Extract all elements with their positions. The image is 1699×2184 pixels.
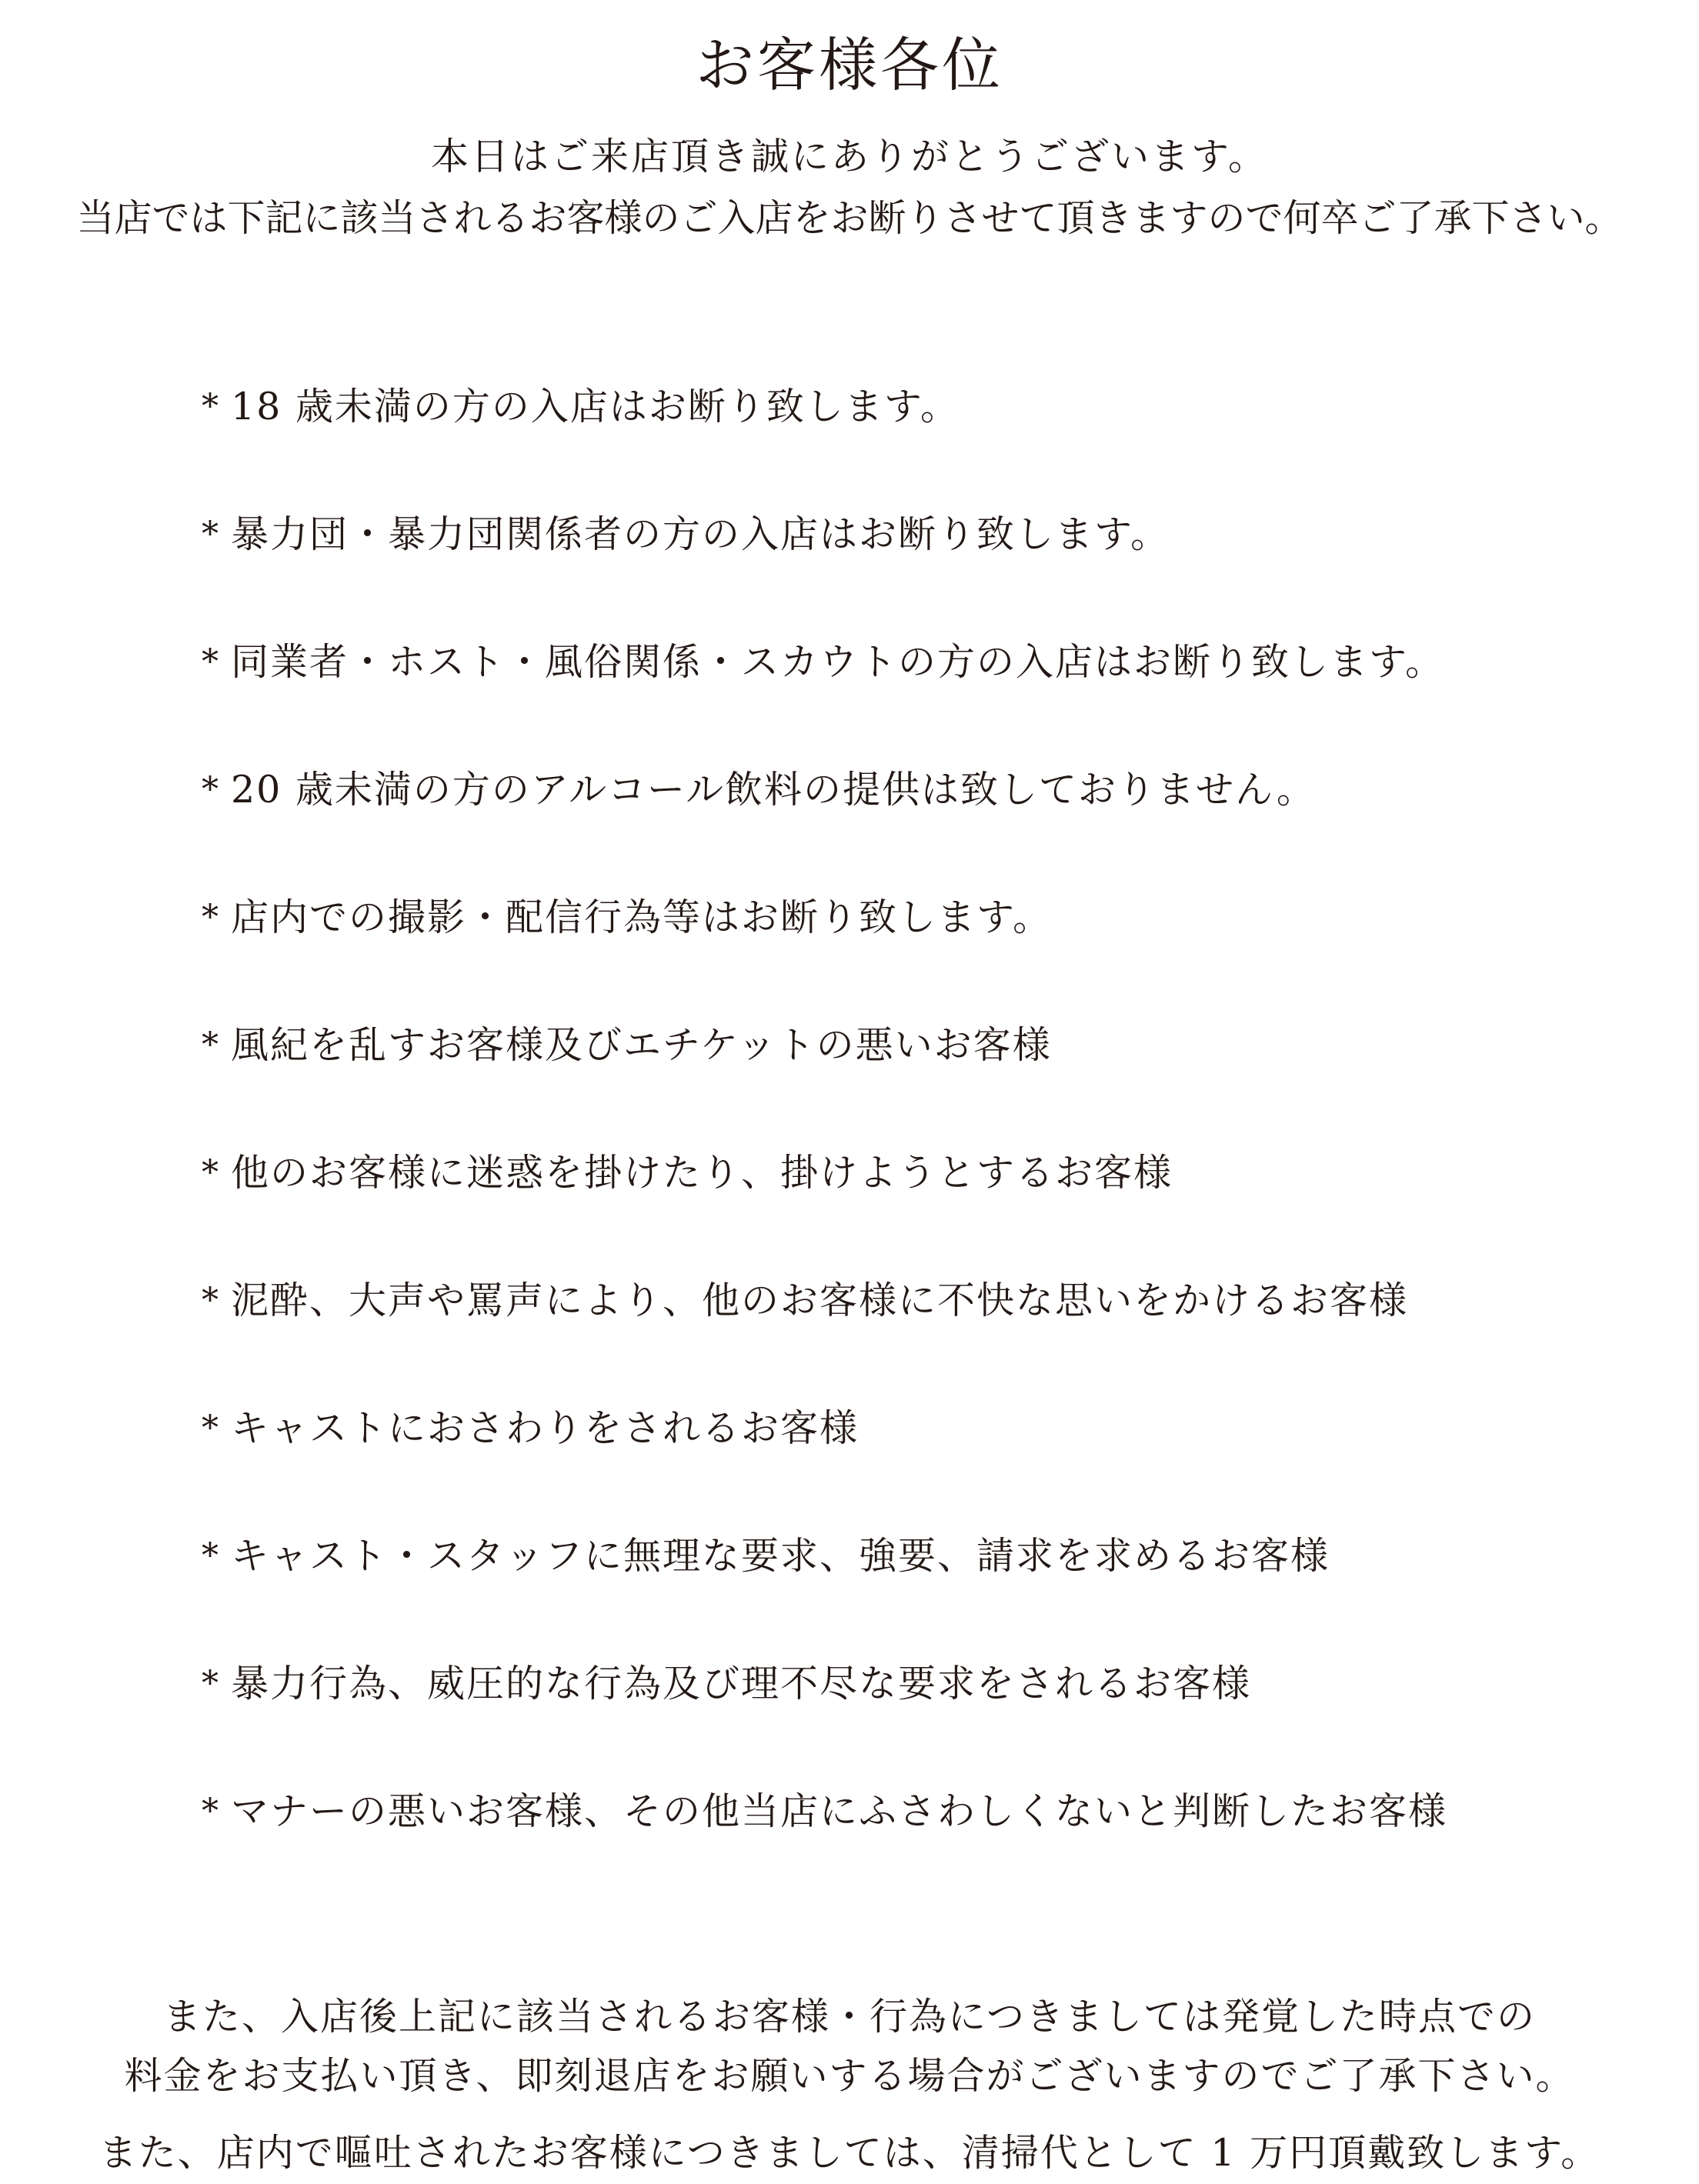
rule-item-6	[202, 1019, 1447, 1146]
rules-list	[202, 380, 1447, 1912]
rule-text: キャスト・スタッフに無理な要求、強要、請求を求めるお客様	[231, 1534, 1330, 1578]
rule-text: 暴力行為、威圧的な行為及び理不尽な要求をされるお客様	[231, 1662, 1252, 1706]
bullet-asterisk: *	[202, 1025, 220, 1065]
rule-item-12	[202, 1785, 1447, 1912]
bullet-asterisk: *	[202, 1409, 220, 1448]
bullet-asterisk: *	[202, 1536, 220, 1575]
intro-line-2: 当店では下記に該当されるお客様のご入店をお断りさせて頂きますので何卒ご了承下さい。	[76, 196, 1623, 240]
closing-line-2: 料金をお支払い頂き、即刻退店をお願いする場合がございますのでご了承下さい。	[124, 2054, 1575, 2098]
rule-item-8	[202, 1274, 1447, 1402]
bullet-asterisk: *	[202, 1281, 220, 1320]
rule-item-7	[202, 1146, 1447, 1274]
intro-line-1: 本日はご来店頂き誠にありがとうございます。	[430, 135, 1269, 178]
rule-item-11	[202, 1657, 1447, 1785]
rule-text: 泥酔、大声や罵声により、他のお客様に不快な思いをかけるお客様	[231, 1279, 1409, 1322]
rule-item-10	[202, 1529, 1447, 1657]
bullet-asterisk: *	[202, 515, 220, 554]
rule-item-4	[202, 763, 1447, 891]
rule-text: 同業者・ホスト・風俗関係・スカウトの方の入店はお断り致します。	[231, 640, 1445, 684]
rule-item-3	[202, 635, 1447, 763]
bullet-asterisk: *	[202, 1153, 220, 1192]
bullet-asterisk: *	[202, 898, 220, 937]
rule-text: 他のお客様に迷惑を掛けたり、掛けようとするお客様	[231, 1151, 1173, 1195]
rule-text: 暴力団・暴力団関係者の方の入店はお断り致します。	[231, 512, 1170, 556]
rule-item-5	[202, 891, 1447, 1019]
bullet-asterisk: *	[202, 1792, 220, 1831]
rule-text: 20 歳未満の方のアルコール飲料の提供は致しておりません。	[231, 768, 1316, 812]
notice-title: お客様各位	[696, 31, 1003, 99]
rule-item-9	[202, 1402, 1447, 1529]
bullet-asterisk: *	[202, 387, 220, 426]
bullet-asterisk: *	[202, 770, 220, 809]
bullet-asterisk: *	[202, 1664, 220, 1703]
rule-item-1	[202, 380, 1447, 508]
rule-text: 店内での撮影・配信行為等はお断り致します。	[231, 895, 1053, 939]
closing-line-3: また、店内で嘔吐されたお客様につきましては、清掃代として 1 万円頂戴致します。	[98, 2131, 1601, 2175]
rule-text: 18 歳未満の方の入店はお断り致します。	[231, 385, 960, 428]
rule-item-2	[202, 508, 1447, 635]
rule-text: マナーの悪いお客様、その他当店にふさわしくないと判断したお客様	[231, 1789, 1448, 1833]
closing-line-1: また、入店後上記に該当されるお客様・行為につきましては発覚した時点での	[162, 1995, 1537, 2039]
bullet-asterisk: *	[202, 642, 220, 682]
rule-text: 風紀を乱すお客様及びエチケットの悪いお客様	[231, 1023, 1052, 1067]
rule-text: キャストにおさわりをされるお客様	[231, 1406, 860, 1450]
